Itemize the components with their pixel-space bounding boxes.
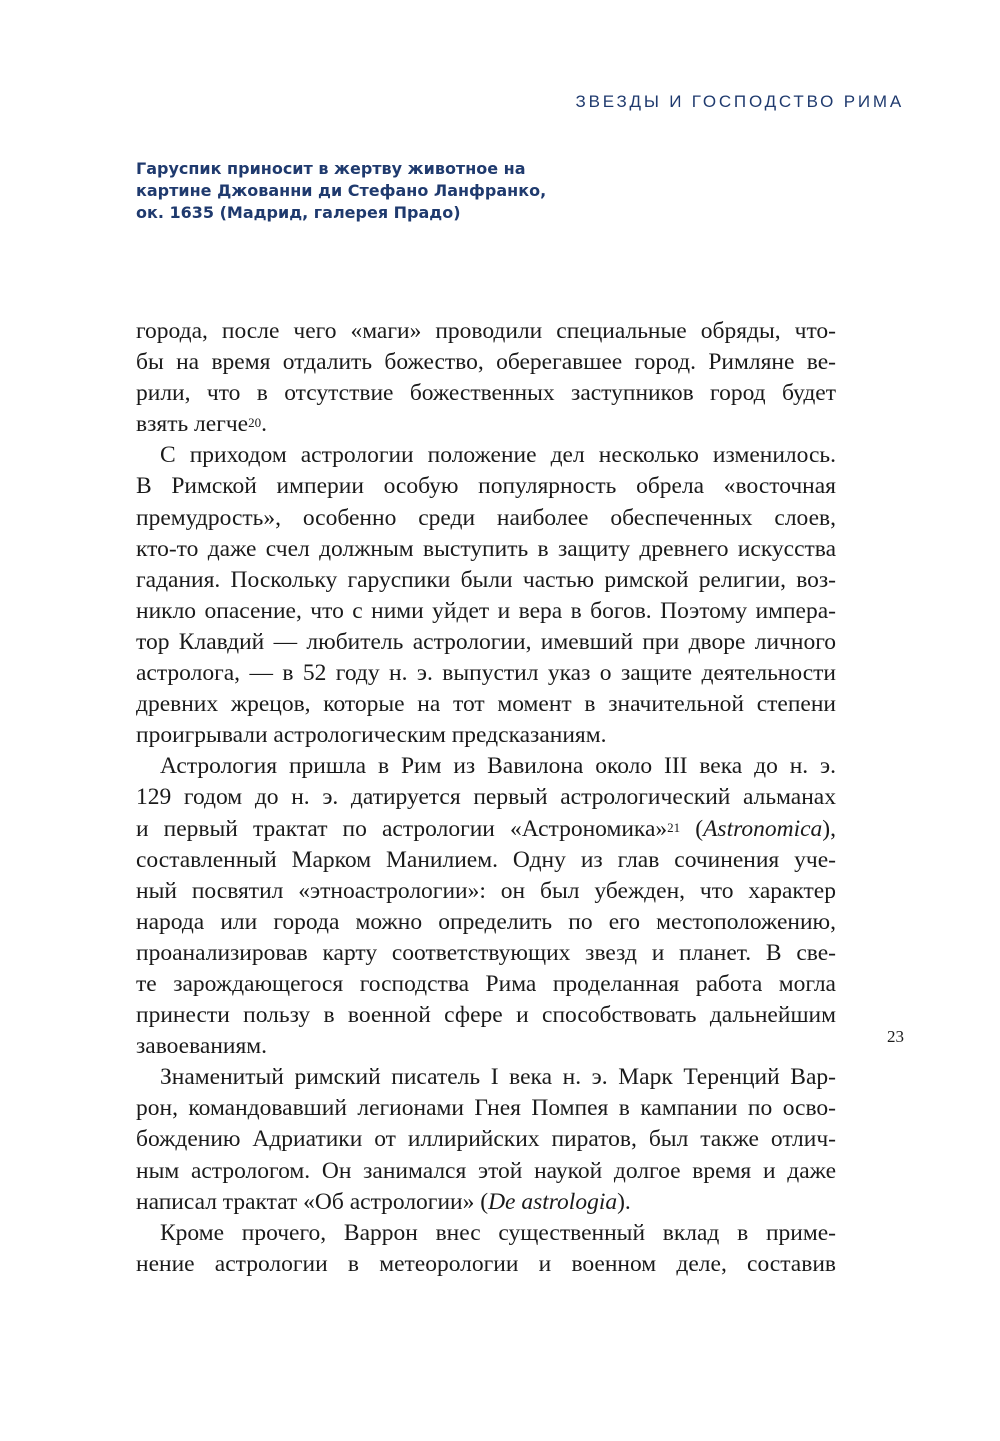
paragraph-line: проигрывали астрологическим предсказаниям.	[136, 722, 607, 749]
paragraph-line: рон, командовавший легионами Гнея Помпея в кампании по осво-	[136, 1095, 836, 1122]
paragraph-line: проанализировав карту соответствующих звезд и планет. В све-	[136, 939, 836, 966]
figure-caption	[136, 158, 547, 224]
paragraph-line: ным астрологом. Он занимался этой наукой долгое время и даже	[136, 1157, 836, 1184]
paragraph-text: (	[695, 815, 704, 842]
page-number: 23	[887, 1027, 904, 1046]
paragraph-line: рили, что в отсутствие божественных заступников город будет	[136, 380, 836, 407]
paragraph-line: астролога, — в 52 году н. э. выпустил указ о защите деятельности	[136, 660, 836, 687]
paragraph-text: написал трактат «Об астрологии»	[136, 1188, 475, 1215]
paragraph-line	[136, 409, 836, 440]
paragraph-line: те зарождающегося господства Рима проделанная работа могла	[136, 970, 836, 997]
paragraph-line: С приходом астрологии положение дел несколько изменилось.	[160, 442, 836, 469]
paragraph-line: Знаменитый римский писатель I века н. э. Марк Теренций Вар-	[160, 1064, 836, 1091]
paragraph-line: составленный Марком Манилием. Одну из глав сочинения уче-	[136, 846, 836, 873]
paragraph-line: гадания. Поскольку гаруспики были частью римской религии, воз-	[136, 566, 836, 593]
paragraph-text: ).	[617, 1188, 631, 1215]
paragraph-line: города, после чего «маги» проводили специальные обряды, что-	[136, 318, 836, 344]
paragraph-text: ),	[822, 815, 836, 842]
paragraph-line: В Римской империи особую популярность обрела «восточная	[136, 473, 836, 500]
latin-title: De astrologia	[488, 1188, 618, 1215]
paragraph-line: тор Клавдий — любитель астрологии, имевший при дворе личного	[136, 628, 836, 655]
paragraph-line: ный посвятил «этноастрологии»: он был убежден, что характер	[136, 877, 836, 904]
paragraph-line: завоеваниям.	[136, 1033, 268, 1060]
paragraph-text: .	[261, 411, 267, 438]
paragraph-line: премудрость», особенно среди наиболее обеспеченных слоев,	[136, 504, 836, 531]
paragraph-line: народа или города можно определить по его местоположению,	[136, 908, 836, 935]
paragraph-line: Астрология пришла в Рим из Вавилона около III века до н. э.	[160, 753, 836, 780]
footnote-ref: 20	[248, 415, 262, 431]
body-text	[136, 316, 836, 1280]
paragraph-line: древних жрецов, которые на тот момент в значительной степени	[136, 691, 836, 718]
paragraph-line	[136, 814, 836, 845]
paragraph-line: 129 годом до н. э. датируется первый астрологический альманах	[136, 784, 836, 811]
footnote-ref: 21	[667, 819, 681, 835]
caption-line: ок. 1635 (Мадрид, галерея Прадо)	[136, 203, 461, 222]
paragraph-text: и первый трактат по астрологии «Астрономика»	[136, 815, 668, 842]
paragraph-line: нение астрологии в метеорологии и военном деле, составив	[136, 1250, 836, 1277]
paragraph-line: Кроме прочего, Варрон внес существенный вклад в приме-	[160, 1219, 836, 1246]
latin-title: Astronomica	[703, 815, 823, 842]
caption-line: картине Джованни ди Стефано Ланфранко,	[136, 181, 547, 200]
paragraph-text: взять легче	[136, 411, 249, 438]
paragraph-line: бы на время отдалить божество, оберегавшее город. Римляне ве-	[136, 349, 836, 376]
running-head: ЗВЕЗДЫ И ГОСПОДСТВО РИМА	[575, 92, 904, 111]
paragraph-line: никло опасение, что с ними уйдет и вера в богов. Поэтому импера-	[136, 597, 836, 624]
caption-line: Гаруспик приносит в жертву животное на	[136, 159, 526, 178]
paragraph-line	[136, 1187, 836, 1218]
paragraph-line: бождению Адриатики от иллирийских пиратов, был также отлич-	[136, 1126, 836, 1153]
paragraph-line: кто-то даже счел должным выступить в защиту древнего искусства	[136, 535, 836, 562]
paragraph-text: (	[480, 1188, 489, 1215]
paragraph-line: принести пользу в военной сфере и способствовать дальнейшим	[136, 1002, 836, 1029]
